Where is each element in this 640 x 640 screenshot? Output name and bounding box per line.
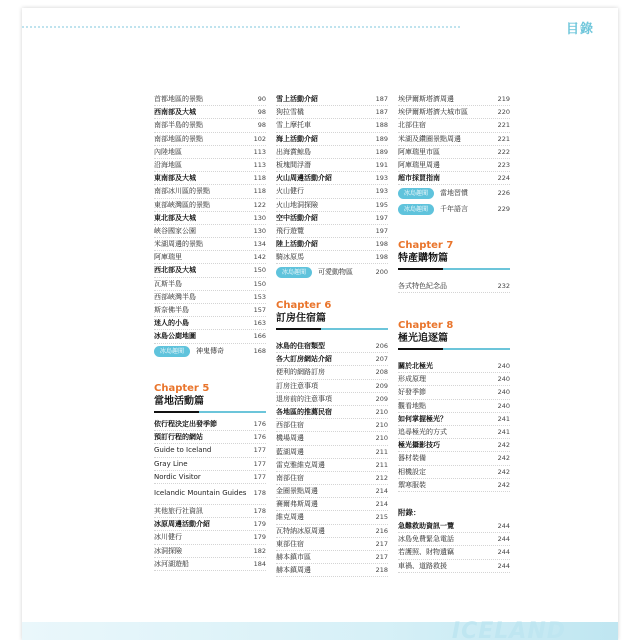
entry-page-number: 223 <box>497 160 510 169</box>
entry-title: 南部地區的景點 <box>154 134 203 143</box>
toc-entry[interactable] <box>276 459 388 472</box>
toc-entry[interactable] <box>276 146 388 159</box>
toc-entry[interactable] <box>398 146 510 159</box>
entry-title: 海上活動介紹 <box>276 134 318 143</box>
toc-entry[interactable] <box>154 471 266 484</box>
entry-title: 沿海地區 <box>154 160 182 169</box>
toc-entry[interactable] <box>154 545 266 558</box>
entry-page-number: 232 <box>497 282 510 290</box>
entry-title: 火山周邊活動介紹 <box>276 174 332 183</box>
entry-page-number: 168 <box>253 347 266 356</box>
chapter-title: 特產購物篇 <box>398 253 448 264</box>
entry-title: Guide to Iceland <box>154 446 212 455</box>
entry-title: 冰島公廁地圖 <box>154 332 196 341</box>
entry-page-number: 177 <box>253 459 266 468</box>
entry-page-number: 130 <box>253 226 266 235</box>
entry-title: 訂房注意事項 <box>276 381 318 390</box>
entry-page-number: 244 <box>497 548 510 557</box>
entry-page-number: 163 <box>253 319 266 328</box>
entry-title: 形成原理 <box>398 375 426 384</box>
entry-title: 西部峽灣半島 <box>154 292 196 301</box>
chapter-8-heading <box>398 320 510 350</box>
toc-entry[interactable] <box>154 212 266 225</box>
entry-title: 板塊間浮潛 <box>276 160 311 169</box>
chapter-underline <box>154 411 266 413</box>
entry-page-number: 142 <box>253 253 266 262</box>
chapter-title: 極光追逐篇 <box>398 333 448 344</box>
entry-page-number: 210 <box>375 407 388 416</box>
toc-entry[interactable] <box>276 340 388 353</box>
page-title: 目錄 <box>565 22 594 37</box>
entry-title: 依行程決定出發季節 <box>154 420 217 428</box>
entry-page-number: 182 <box>253 546 266 555</box>
toc-entry[interactable] <box>398 520 510 533</box>
toc-entry[interactable] <box>398 560 510 573</box>
toc-entry[interactable] <box>154 317 266 330</box>
entry-title: 瓦特納冰原周邊 <box>276 526 325 535</box>
chapter-6-heading <box>276 300 388 330</box>
trivia-entry[interactable] <box>276 264 388 280</box>
toc-entry[interactable] <box>154 484 266 505</box>
entry-title: 南部住宿 <box>276 473 304 482</box>
toc-page <box>22 8 618 640</box>
entry-page-number: 189 <box>375 134 388 143</box>
entry-page-number: 242 <box>497 441 510 450</box>
entry-title: 極光攝影技巧 <box>398 441 440 450</box>
entry-title: 西南部及大城 <box>154 108 196 117</box>
toc-entry[interactable] <box>398 466 510 479</box>
toc-entry[interactable] <box>398 400 510 413</box>
entry-title: 若護照、財物遺竊 <box>398 548 454 557</box>
entry-page-number: 176 <box>253 433 266 442</box>
toc-entry[interactable] <box>276 393 388 406</box>
entry-title: 冰島免費緊急電話 <box>398 535 454 544</box>
entry-page-number: 198 <box>375 240 388 249</box>
toc-entry[interactable] <box>398 133 510 146</box>
toc-entry[interactable] <box>276 498 388 511</box>
entry-title: 內陸地區 <box>154 147 182 156</box>
entry-title: 西部住宿 <box>276 421 304 430</box>
toc-entry[interactable] <box>276 212 388 225</box>
toc-entry[interactable] <box>154 304 266 317</box>
entry-page-number: 153 <box>253 292 266 301</box>
entry-title: 阿庫瑞里市區 <box>398 147 440 156</box>
entry-page-number: 210 <box>375 421 388 430</box>
entry-page-number: 118 <box>253 174 266 183</box>
entry-title: 冰洞探險 <box>154 546 182 555</box>
entry-page-number: 178 <box>253 506 266 515</box>
trivia-title: 神鬼傳奇 <box>196 347 225 356</box>
trivia-wrap <box>154 345 224 357</box>
entry-page-number: 211 <box>375 460 388 469</box>
entry-title: 狗拉雪橇 <box>276 108 304 117</box>
toc-entry[interactable] <box>276 551 388 564</box>
entry-title: 首都地區的景點 <box>154 95 203 103</box>
entry-title: 火山健行 <box>276 187 304 196</box>
entry-page-number: 118 <box>253 187 266 196</box>
entry-title: 飛行遊覽 <box>276 226 304 235</box>
toc-entry[interactable] <box>154 199 266 212</box>
entry-page-number: 150 <box>253 266 266 275</box>
toc-entry[interactable] <box>276 538 388 551</box>
trivia-entry[interactable] <box>398 185 510 201</box>
entry-page-number: 187 <box>375 108 388 117</box>
entry-title: 關於北極光 <box>398 362 433 370</box>
header-rule <box>22 26 462 28</box>
entry-page-number: 191 <box>375 160 388 169</box>
toc-entry[interactable] <box>398 452 510 465</box>
entry-page-number: 209 <box>375 394 388 403</box>
chapter-label: Chapter 6 <box>276 300 332 311</box>
toc-column-3 <box>398 93 510 217</box>
entry-page-number: 241 <box>497 427 510 436</box>
chapter-underline <box>398 268 510 270</box>
trivia-badge: 冰島趣聞 <box>276 267 312 278</box>
entry-page-number: 197 <box>375 213 388 222</box>
entry-page-number: 244 <box>497 561 510 570</box>
toc-entry[interactable] <box>276 172 388 185</box>
toc-entry[interactable] <box>398 373 510 386</box>
entry-title: Nordic Visitor <box>154 472 201 481</box>
entry-title: 東部住宿 <box>276 539 304 548</box>
entry-title: 各地區的推薦民宿 <box>276 407 332 416</box>
chapter-label: Chapter 7 <box>398 240 454 251</box>
toc-entry[interactable] <box>154 159 266 172</box>
entry-title: 維克周邊 <box>276 513 304 522</box>
chapter-7-list <box>398 280 510 293</box>
trivia-badge: 冰島趣聞 <box>398 188 434 199</box>
toc-entry[interactable] <box>276 419 388 432</box>
chapter-title: 訂房住宿篇 <box>276 313 326 324</box>
entry-title: 空中活動介紹 <box>276 213 318 222</box>
entry-page-number: 224 <box>497 174 510 183</box>
toc-entry[interactable] <box>154 119 266 132</box>
trivia-entry[interactable] <box>154 344 266 360</box>
toc-entry[interactable] <box>276 159 388 172</box>
entry-title: 瓦斯半島 <box>154 279 182 288</box>
entry-title: 迷人的小島 <box>154 319 189 328</box>
entry-title: 雷克雅維克周邊 <box>276 460 325 469</box>
entry-page-number: 242 <box>497 467 510 476</box>
toc-entry[interactable] <box>398 159 510 172</box>
entry-page-number: 242 <box>497 454 510 463</box>
toc-entry[interactable] <box>154 172 266 185</box>
toc-entry[interactable] <box>154 518 266 531</box>
entry-title: Icelandic Mountain Guides <box>154 489 247 498</box>
entry-page-number: 220 <box>497 108 510 117</box>
toc-entry[interactable] <box>154 330 266 343</box>
toc-entry[interactable] <box>398 439 510 452</box>
toc-entry[interactable] <box>398 172 510 185</box>
entry-title: 埃伊爾斯塔濟大城市區 <box>398 108 468 117</box>
entry-page-number: 240 <box>497 388 510 397</box>
entry-page-number: 217 <box>375 539 388 548</box>
entry-title: Gray Line <box>154 459 188 468</box>
toc-entry[interactable] <box>276 199 388 212</box>
toc-entry[interactable] <box>154 106 266 119</box>
trivia-badge: 冰島趣聞 <box>154 346 190 357</box>
toc-column-1 <box>154 93 266 360</box>
trivia-wrap <box>398 203 468 215</box>
toc-entry[interactable] <box>276 472 388 485</box>
entry-title: 退房前的注意事項 <box>276 394 332 403</box>
entry-page-number: 98 <box>257 108 266 117</box>
entry-page-number: 187 <box>375 95 388 103</box>
entry-title: 東南部及大城 <box>154 174 196 183</box>
toc-entry[interactable] <box>276 366 388 379</box>
entry-page-number: 179 <box>253 533 266 542</box>
toc-entry[interactable] <box>276 225 388 238</box>
entry-title: 禦寒服裝 <box>398 480 426 489</box>
entry-title: 米湖周邊的景點 <box>154 240 203 249</box>
toc-entry[interactable] <box>154 133 266 146</box>
chapter-8-list <box>398 360 510 492</box>
toc-entry[interactable] <box>398 280 510 293</box>
toc-entry[interactable] <box>276 133 388 146</box>
entry-title: 出海賞鯨島 <box>276 147 311 156</box>
entry-title: 如何掌握極光？ <box>398 414 447 423</box>
entry-page-number: 229 <box>497 205 510 214</box>
entry-page-number: 130 <box>253 213 266 222</box>
trivia-title: 當地習慣 <box>440 189 469 198</box>
toc-entry[interactable] <box>154 291 266 304</box>
chapter-6-list <box>276 340 388 577</box>
toc-entry[interactable] <box>154 458 266 471</box>
toc-entry[interactable] <box>398 479 510 492</box>
entry-page-number: 195 <box>375 200 388 209</box>
toc-entry[interactable] <box>154 251 266 264</box>
entry-title: 其他旅行社資訊 <box>154 506 203 515</box>
toc-entry[interactable] <box>276 380 388 393</box>
chapter-underline <box>398 348 510 350</box>
entry-page-number: 215 <box>375 513 388 522</box>
entry-page-number: 177 <box>253 472 266 481</box>
entry-page-number: 207 <box>375 355 388 364</box>
entry-page-number: 219 <box>497 95 510 103</box>
toc-entry[interactable] <box>276 251 388 264</box>
entry-page-number: 216 <box>375 526 388 535</box>
entry-title: 觀看地點 <box>398 401 426 410</box>
toc-entry[interactable] <box>398 426 510 439</box>
entry-page-number: 206 <box>375 342 388 350</box>
toc-entry[interactable] <box>276 446 388 459</box>
entry-page-number: 214 <box>375 487 388 496</box>
trivia-title: 千年語言 <box>440 205 469 214</box>
toc-entry[interactable] <box>154 225 266 238</box>
entry-page-number: 150 <box>253 279 266 288</box>
entry-page-number: 90 <box>257 95 266 103</box>
toc-entry[interactable] <box>398 386 510 399</box>
entry-title: 便利的網路訂房 <box>276 368 325 377</box>
appendix-label: 附錄： <box>398 508 421 517</box>
entry-page-number: 184 <box>253 559 266 568</box>
toc-entry[interactable] <box>276 432 388 445</box>
toc-entry[interactable] <box>154 185 266 198</box>
entry-title: 南部半島的景點 <box>154 121 203 130</box>
toc-column-2 <box>276 93 388 280</box>
trivia-wrap <box>398 187 468 199</box>
entry-page-number: 241 <box>497 414 510 423</box>
entry-page-number: 210 <box>375 434 388 443</box>
toc-entry[interactable] <box>398 546 510 559</box>
chapter-5-list <box>154 418 266 571</box>
trivia-wrap <box>276 266 353 278</box>
entry-title: 藍湖周邊 <box>276 447 304 456</box>
entry-page-number: 197 <box>375 226 388 235</box>
toc-entry[interactable] <box>154 278 266 291</box>
entry-page-number: 113 <box>253 147 266 156</box>
entry-title: 埃伊爾斯塔濟周邊 <box>398 95 454 103</box>
entry-page-number: 240 <box>497 401 510 410</box>
entry-page-number: 226 <box>497 189 510 198</box>
entry-title: 預訂行程的網站 <box>154 433 203 442</box>
toc-entry[interactable] <box>276 93 388 106</box>
toc-entry[interactable] <box>276 353 388 366</box>
toc-entry[interactable] <box>154 531 266 544</box>
toc-entry[interactable] <box>276 106 388 119</box>
trivia-badge: 冰島趣聞 <box>398 204 434 215</box>
entry-page-number: 198 <box>375 253 388 262</box>
toc-entry[interactable] <box>154 418 266 431</box>
entry-page-number: 214 <box>375 500 388 509</box>
entry-title: 各大訂房網站介紹 <box>276 355 332 364</box>
entry-page-number: 200 <box>375 268 388 277</box>
chapter-label: Chapter 5 <box>154 383 210 394</box>
entry-title: 東北部及大城 <box>154 213 196 222</box>
toc-entry[interactable] <box>154 146 266 159</box>
toc-entry[interactable] <box>154 93 266 106</box>
entry-title: 相機設定 <box>398 467 426 476</box>
entry-page-number: 102 <box>253 134 266 143</box>
entry-page-number: 166 <box>253 332 266 341</box>
toc-entry[interactable] <box>276 485 388 498</box>
entry-page-number: 113 <box>253 160 266 169</box>
entry-title: 車禍、道路救援 <box>398 561 447 570</box>
entry-title: 赫本鎮周邊 <box>276 566 311 575</box>
toc-entry[interactable] <box>154 431 266 444</box>
entry-title: 火山地洞探險 <box>276 200 318 209</box>
entry-page-number: 218 <box>375 566 388 575</box>
entry-page-number: 98 <box>257 121 266 130</box>
entry-title: 東部峽灣區的景點 <box>154 200 210 209</box>
entry-title: 冰島的住宿類型 <box>276 342 325 350</box>
entry-title: 急難救助資訊一覽 <box>398 522 454 530</box>
chapter-underline <box>276 328 388 330</box>
entry-title: 機場周邊 <box>276 434 304 443</box>
toc-entry[interactable] <box>398 119 510 132</box>
entry-title: 追尋極光的方式 <box>398 427 447 436</box>
chapter-7-heading <box>398 240 510 270</box>
toc-entry[interactable] <box>276 525 388 538</box>
entry-title: 冰原周邊活動介紹 <box>154 520 210 529</box>
entry-title: 阿庫瑞里 <box>154 253 182 262</box>
toc-entry[interactable] <box>398 533 510 546</box>
entry-page-number: 208 <box>375 368 388 377</box>
toc-entry[interactable] <box>276 238 388 251</box>
entry-page-number: 157 <box>253 306 266 314</box>
toc-entry[interactable] <box>154 444 266 457</box>
entry-page-number: 212 <box>375 473 388 482</box>
entry-title: 超市採買指南 <box>398 174 440 183</box>
entry-page-number: 177 <box>253 446 266 455</box>
entry-title: 峽谷國家公園 <box>154 226 196 235</box>
entry-page-number: 189 <box>375 147 388 156</box>
toc-entry[interactable] <box>276 564 388 577</box>
entry-title: 北部住宿 <box>398 121 426 130</box>
entry-title: 雪上摩托車 <box>276 121 311 130</box>
toc-entry[interactable] <box>276 119 388 132</box>
entry-title: 米湖及鑽圈景點周邊 <box>398 134 461 143</box>
toc-entry[interactable] <box>154 558 266 571</box>
entry-page-number: 134 <box>253 240 266 249</box>
toc-entry[interactable] <box>276 511 388 524</box>
toc-entry[interactable] <box>276 406 388 419</box>
entry-title: 阿庫瑞里周邊 <box>398 160 440 169</box>
toc-entry[interactable] <box>276 185 388 198</box>
entry-title: 雪上活動介紹 <box>276 95 318 103</box>
entry-page-number: 193 <box>375 187 388 196</box>
entry-page-number: 242 <box>497 480 510 489</box>
chapter-5-heading <box>154 383 266 413</box>
entry-page-number: 179 <box>253 520 266 529</box>
entry-page-number: 217 <box>375 553 388 561</box>
toc-entry[interactable] <box>398 106 510 119</box>
entry-page-number: 240 <box>497 375 510 384</box>
entry-page-number: 244 <box>497 522 510 530</box>
entry-title: 各式特色紀念品 <box>398 282 447 290</box>
entry-page-number: 193 <box>375 174 388 183</box>
entry-page-number: 188 <box>375 121 388 130</box>
entry-page-number: 240 <box>497 362 510 370</box>
entry-title: 赫本鎮市區 <box>276 553 311 561</box>
entry-title: 好發季節 <box>398 388 426 397</box>
entry-title: 賽爾弗斯周邊 <box>276 500 318 509</box>
entry-title: 西北部及大城 <box>154 266 196 275</box>
entry-title: 冰川健行 <box>154 533 182 542</box>
toc-entry[interactable] <box>154 264 266 277</box>
entry-page-number: 178 <box>253 489 266 498</box>
toc-entry[interactable] <box>398 360 510 373</box>
entry-title: 陸上活動介紹 <box>276 240 318 249</box>
trivia-entry[interactable] <box>398 201 510 217</box>
entry-page-number: 209 <box>375 381 388 390</box>
entry-title: 金圈景點周邊 <box>276 487 318 496</box>
toc-entry[interactable] <box>154 505 266 518</box>
entry-title: 南部冰川區的景點 <box>154 187 210 196</box>
appendix-list <box>398 506 510 573</box>
entry-title: 冰河湖遊船 <box>154 559 189 568</box>
entry-page-number: 221 <box>497 134 510 143</box>
trivia-title: 可愛動物區 <box>318 268 354 277</box>
toc-entry[interactable] <box>398 93 510 106</box>
entry-title: 器材裝備 <box>398 454 426 463</box>
entry-title: 騎冰原馬 <box>276 253 304 262</box>
chapter-title: 當地活動篇 <box>154 396 204 407</box>
footer-word: ICELAND <box>451 619 566 640</box>
toc-entry[interactable] <box>398 413 510 426</box>
toc-entry[interactable] <box>154 238 266 251</box>
entry-page-number: 211 <box>375 447 388 456</box>
entry-page-number: 244 <box>497 535 510 544</box>
chapter-label: Chapter 8 <box>398 320 454 331</box>
entry-page-number: 221 <box>497 121 510 130</box>
entry-page-number: 222 <box>497 147 510 156</box>
entry-page-number: 122 <box>253 200 266 209</box>
entry-page-number: 176 <box>253 420 266 428</box>
entry-title: 斯奈佛半島 <box>154 306 189 314</box>
